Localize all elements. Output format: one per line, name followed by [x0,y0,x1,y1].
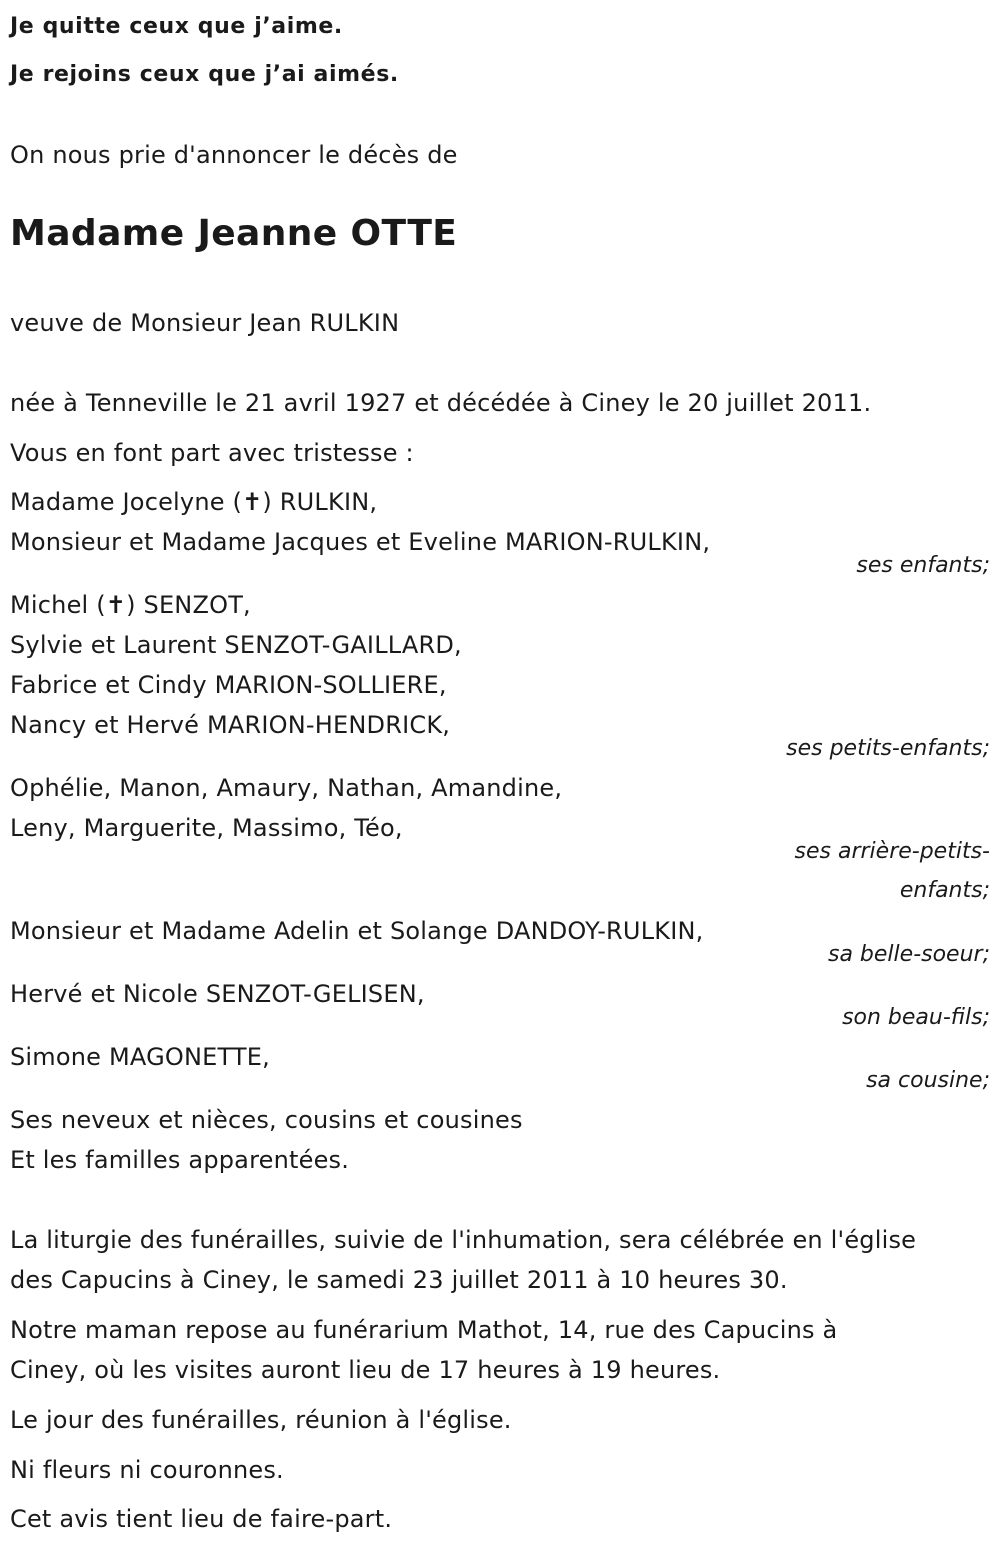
grandchildren-line-4: Nancy et Hervé MARION-HENDRICK, [10,711,451,739]
great-grandchildren-line-2: Leny, Marguerite, Massimo, Téo, [10,814,403,842]
notice-line: Cet avis tient lieu de faire-part. [10,1505,393,1533]
mourners-intro: Vous en font part avec tristesse : [10,439,414,467]
rest-line-1: Notre maman repose au funérarium Mathot, 14, rue des Capucins à [10,1316,838,1344]
spouse-line: veuve de Monsieur Jean RULKIN [10,309,400,337]
sister-in-law-line: Monsieur et Madame Adelin et Solange DANDOY-RULKIN, [10,917,704,945]
great-grandchildren-relation-2: enfants; [899,878,990,903]
quote-line-2: Je rejoins ceux que j’ai aimés. [10,62,399,87]
liturgy-line-2: des Capucins à Ciney, le samedi 23 juillet 2011 à 10 heures 30. [10,1266,788,1294]
grandchildren-line-3: Fabrice et Cindy MARION-SOLLIERE, [10,671,447,699]
others-line-2: Et les familles apparentées. [10,1146,350,1174]
liturgy-line-1: La liturgie des funérailles, suivie de l'inhumation, sera célébrée en l'église [10,1226,917,1254]
great-grandchildren-relation-1: ses arrière-petits- [794,839,990,864]
rest-line-2: Ciney, où les visites auront lieu de 17 heures à 19 heures. [10,1356,721,1384]
flowers-line: Ni fleurs ni couronnes. [10,1456,284,1484]
sister-in-law-relation: sa belle-soeur; [828,942,990,967]
birth-death-dates: née à Tenneville le 21 avril 1927 et décédée à Ciney le 20 juillet 2011. [10,389,872,417]
great-grandchildren-line-1: Ophélie, Manon, Amaury, Nathan, Amandine, [10,774,563,802]
grandchildren-relation: ses petits-enfants; [786,736,990,761]
children-line-2: Monsieur et Madame Jacques et Eveline MARION-RULKIN, [10,528,711,556]
others-line-1: Ses neveux et nièces, cousins et cousines [10,1106,523,1134]
cousin-line: Simone MAGONETTE, [10,1043,270,1071]
son-in-law-relation: son beau-fils; [842,1005,990,1030]
children-relation: ses enfants; [856,553,990,578]
grandchildren-line-1: Michel (✝) SENZOT, [10,591,251,619]
children-line-1: Madame Jocelyne (✝) RULKIN, [10,488,378,516]
quote-line-1: Je quitte ceux que j’aime. [10,14,343,39]
son-in-law-line: Hervé et Nicole SENZOT-GELISEN, [10,980,425,1008]
cousin-relation: sa cousine; [866,1068,990,1093]
meeting-line: Le jour des funérailles, réunion à l'église. [10,1406,512,1434]
announcement: On nous prie d'annoncer le décès de [10,141,458,169]
deceased-name: Madame Jeanne OTTE [10,213,458,254]
grandchildren-line-2: Sylvie et Laurent SENZOT-GAILLARD, [10,631,462,659]
